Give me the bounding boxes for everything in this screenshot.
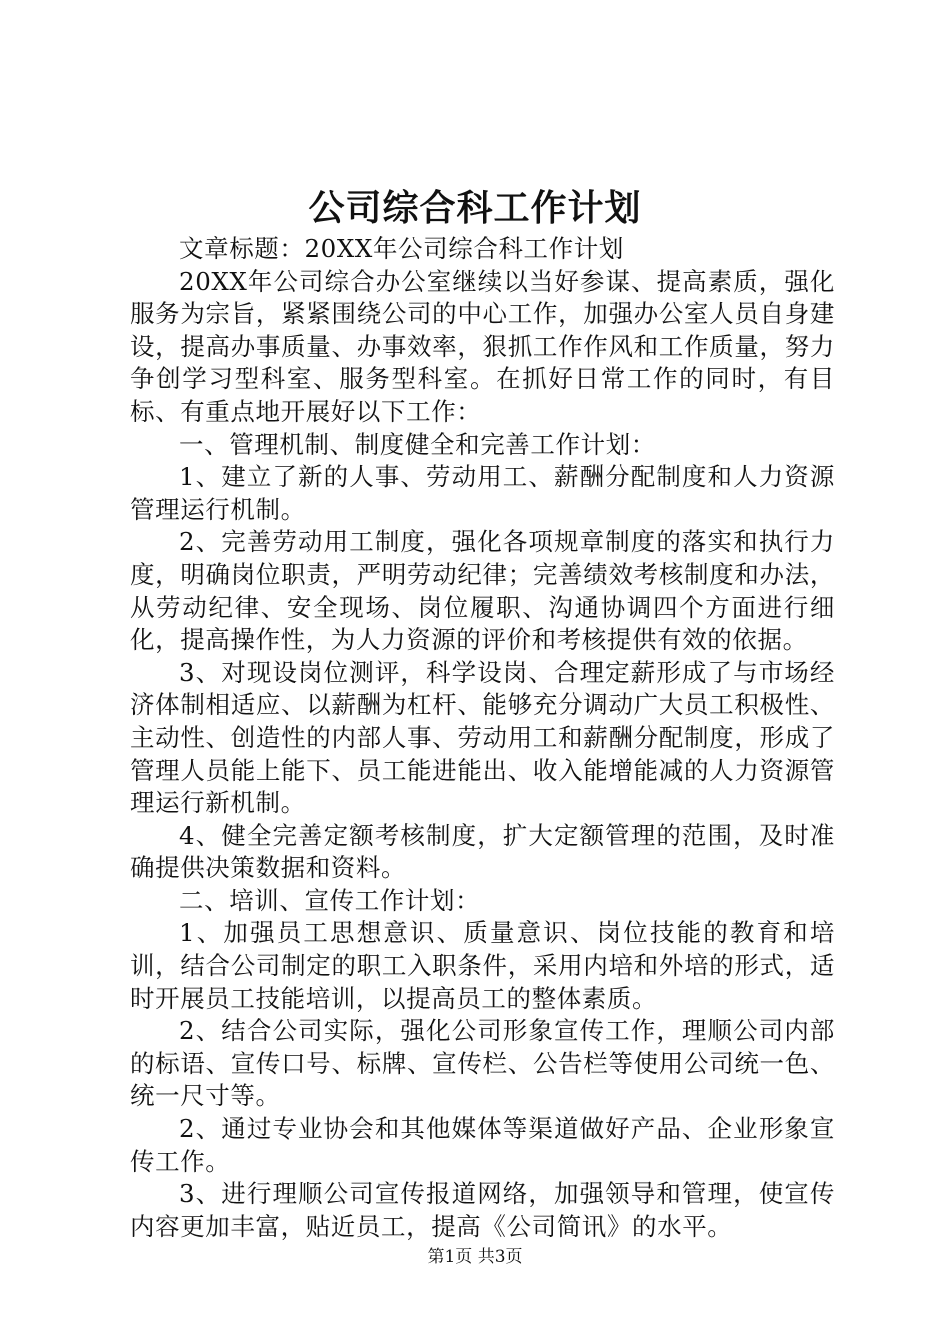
article-title-line: 文章标题：20XX年公司综合科工作计划	[179, 234, 624, 263]
document-title: 公司综合科工作计划	[308, 187, 642, 229]
paragraph: 1、建立了新的人事、劳动用工、薪酬分配制度和人力资源管理运行机制。	[130, 462, 835, 524]
document-body	[130, 233, 835, 1243]
paragraph: 2、结合公司实际，强化公司形象宣传工作，理顺公司内部的标语、宣传口号、标牌、宣传栏、公告栏等使用公司统一色、统一尺寸等。	[130, 1016, 835, 1111]
paragraph: 1、加强员工思想意识、质量意识、岗位技能的教育和培训，结合公司制定的职工入职条件，采用内培和外培的形式，适时开展员工技能培训，以提高员工的整体素质。	[130, 918, 835, 1013]
paragraph: 2、通过专业协会和其他媒体等渠道做好产品、企业形象宣传工作。	[130, 1114, 835, 1176]
page-footer: 第1页 共3页	[427, 1247, 523, 1267]
paragraph: 2、完善劳动用工制度，强化各项规章制度的落实和执行力度，明确岗位职责，严明劳动纪律；完善绩效考核制度和办法，从劳动纪律、安全现场、岗位履职、沟通协调四个方面进行细化，提高操作性，为人力资源的评价和考核提供有效的依据。	[130, 527, 835, 655]
paragraph: 3、进行理顺公司宣传报道网络，加强领导和管理，使宣传内容更加丰富，贴近员工，提高《公司简讯》的水平。	[130, 1179, 835, 1241]
section-heading-training: 二、培训、宣传工作计划：	[179, 885, 481, 915]
section-heading-management: 一、管理机制、制度健全和完善工作计划：	[179, 429, 656, 459]
intro-paragraph: 20XX年公司综合办公室继续以当好参谋、提高素质，强化服务为宗旨，紧紧围绕公司的中心工作，加强办公室人员自身建设，提高办事质量、办事效率，狠抓工作作风和工作质量，努力争创学习型科室、服务型科室。在抓好日常工作的同时，有目标、有重点地开展好以下工作：	[130, 266, 835, 426]
paragraph: 3、对现设岗位测评，科学设岗、合理定薪形成了与市场经济体制相适应、以薪酬为杠杆、能够充分调动广大员工积极性、主动性、创造性的内部人事、劳动用工和薪酬分配制度，形成了管理人员能上能下、员工能进能出、收入能增能减的人力资源管理运行新机制。	[130, 657, 835, 818]
paragraph: 4、健全完善定额考核制度，扩大定额管理的范围，及时准确提供决策数据和资料。	[130, 820, 835, 883]
